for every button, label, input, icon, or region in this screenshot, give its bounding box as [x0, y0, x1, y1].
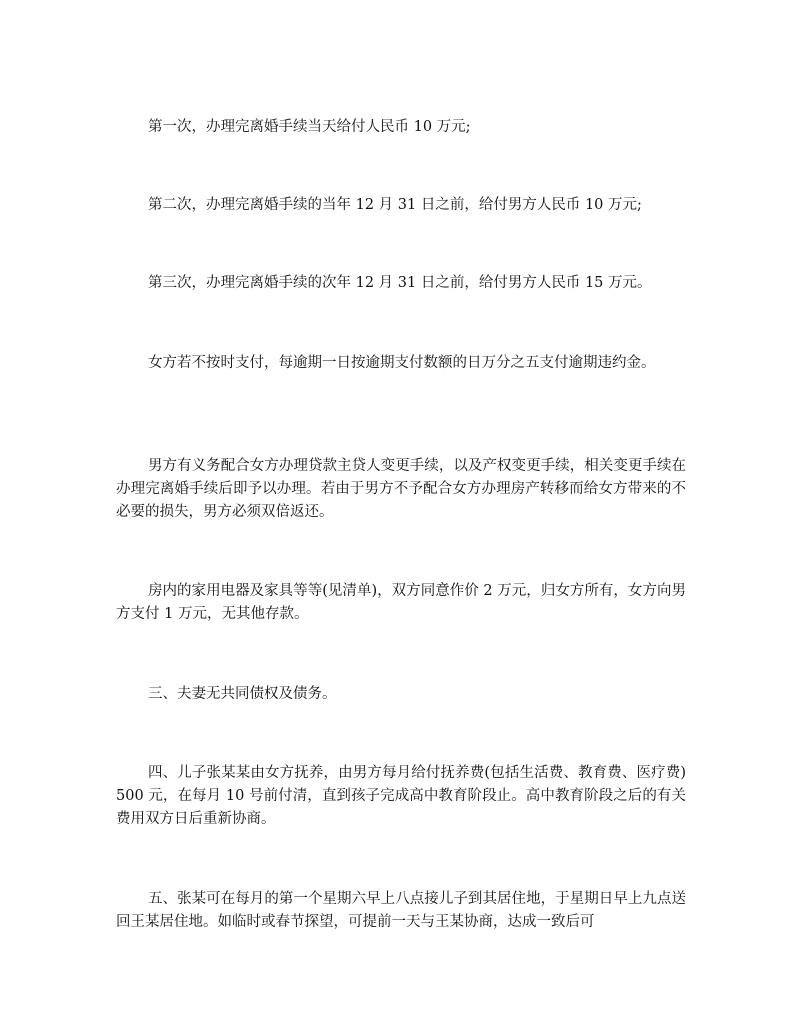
paragraph-first-payment: 第一次，办理完离婚手续当天给付人民币 10 万元; [148, 119, 471, 135]
paragraph-visitation: 五、张某可在每月的第一个星期六早上八点接儿子到其居住地，于星期日早上九点送回王某居住地。如临时或春节探望，可提前一天与王某协商，达成一致后可 [116, 891, 686, 930]
paragraph-late-penalty: 女方若不按时支付，每逾期一日按逾期支付数额的日万分之五支付逾期违约金。 [148, 355, 656, 371]
paragraph-child-custody: 四、儿子张某某由女方抚养，由男方每月给付抚养费(包括生活费、教育费、医疗费)500 元，在每月 10 号前付清，直到孩子完成高中教育阶段止。高中教育阶段之后的有关费用双方日后重新协商。 [116, 765, 686, 827]
paragraph-debts: 三、夫妻无共同债权及债务。 [148, 686, 337, 702]
paragraph-second-payment: 第二次，办理完离婚手续的当年 12 月 31 日之前，给付男方人民币 10 万元; [148, 197, 642, 213]
paragraph-third-payment: 第三次，办理完离婚手续的次年 12 月 31 日之前，给付男方人民币 15 万元。 [148, 275, 652, 291]
paragraph-household-items: 房内的家用电器及家具等等(见清单)，双方同意作价 2 万元，归女方所有，女方向男方支付 1 万元，无其他存款。 [116, 583, 686, 622]
paragraph-loan-transfer: 男方有义务配合女方办理贷款主贷人变更手续，以及产权变更手续，相关变更手续在办理完离婚手续后即予以办理。若由于男方不予配合女方办理房产转移而给女方带来的不必要的损失，男方必须双倍返还。 [116, 458, 686, 520]
